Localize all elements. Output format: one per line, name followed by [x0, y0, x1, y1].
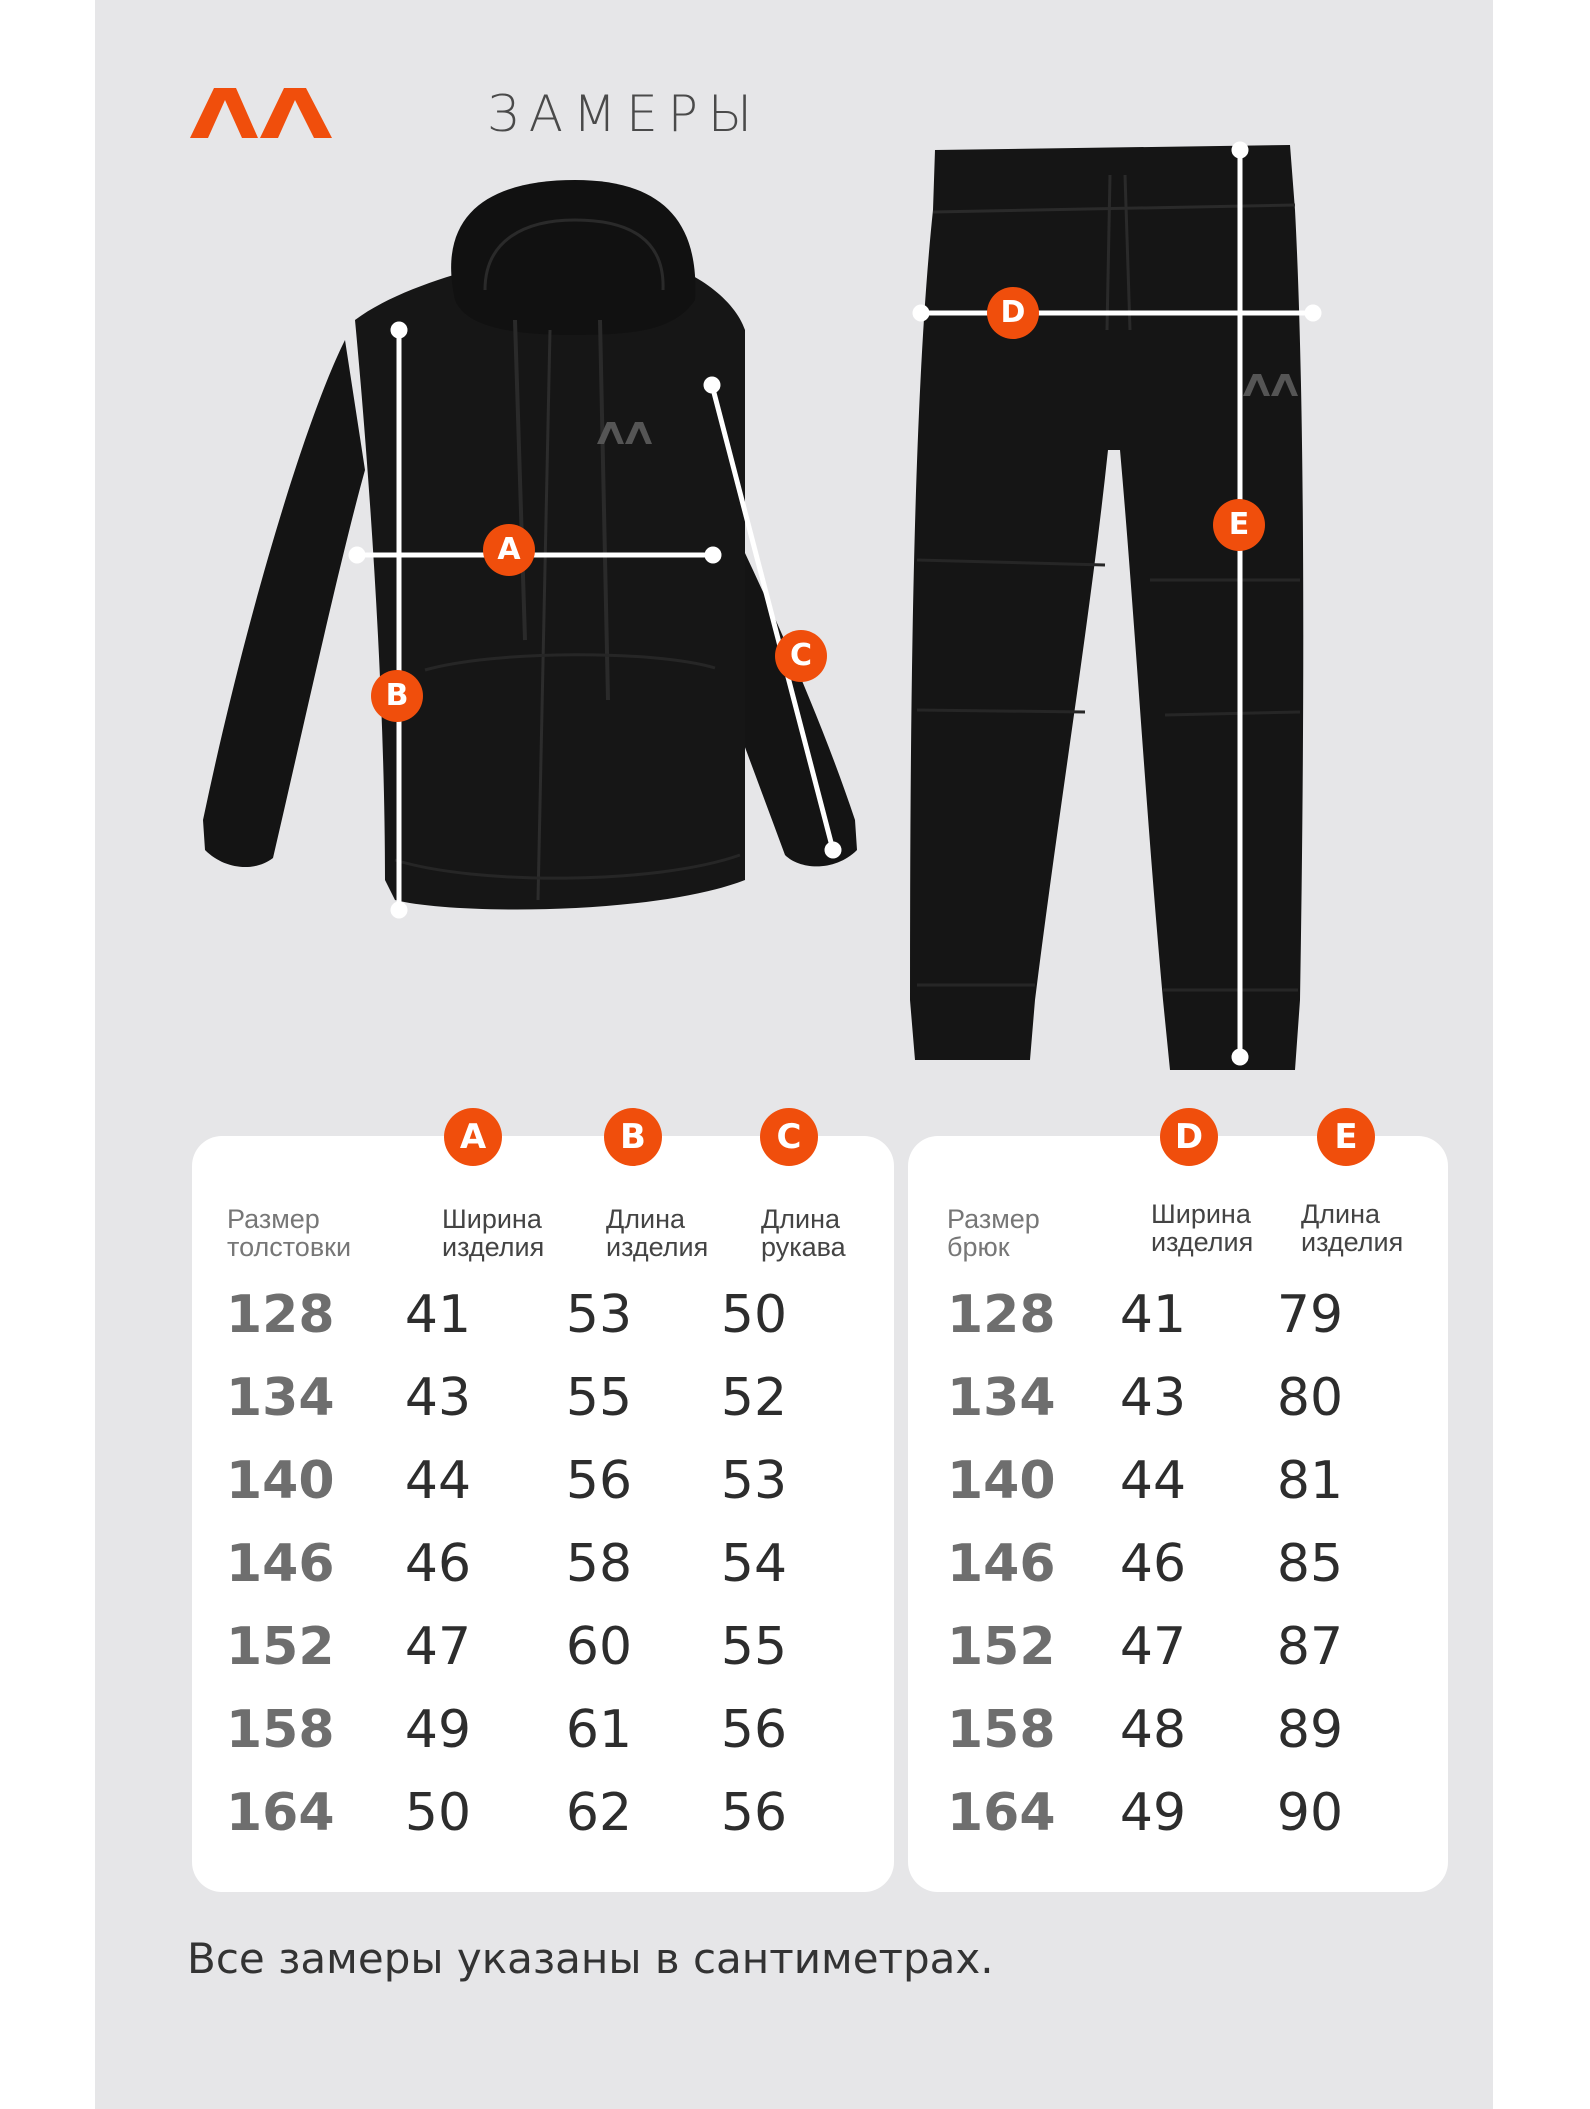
marker-e-header: E — [1317, 1108, 1375, 1166]
table-cell: 46 — [1119, 1534, 1187, 1594]
table-row-size: 134 — [947, 1368, 1056, 1428]
header-pants-width — [1151, 1200, 1301, 1256]
header-line: изделия — [1301, 1227, 1404, 1257]
table-row-size: 152 — [947, 1617, 1056, 1677]
table-cell: 81 — [1276, 1451, 1344, 1511]
page-title: ЗАМЕРЫ — [487, 85, 763, 143]
marker-d-header: D — [1160, 1108, 1218, 1166]
table-row-size: 146 — [947, 1534, 1056, 1594]
table-cell: 61 — [565, 1700, 633, 1760]
table-cell: 58 — [565, 1534, 633, 1594]
header-line: Размер — [227, 1204, 320, 1234]
table-cell: 54 — [720, 1534, 788, 1594]
table-cell: 49 — [404, 1700, 472, 1760]
table-row-size: 152 — [226, 1617, 335, 1677]
table-cell: 60 — [565, 1617, 633, 1677]
marker-b-diagram: B — [371, 670, 423, 722]
table-cell: 56 — [720, 1783, 788, 1843]
table-cell: 50 — [720, 1285, 788, 1345]
footnote: Все замеры указаны в сантиметрах. — [187, 1934, 994, 1983]
table-row-size: 158 — [947, 1700, 1056, 1760]
table-cell: 43 — [404, 1368, 472, 1428]
table-row-size: 128 — [226, 1285, 335, 1345]
table-cell: 48 — [1119, 1700, 1187, 1760]
table-row-size: 128 — [947, 1285, 1056, 1345]
table-cell: 41 — [404, 1285, 472, 1345]
header-line: Длина — [1301, 1199, 1381, 1229]
marker-e-diagram: E — [1213, 499, 1265, 551]
table-cell: 46 — [404, 1534, 472, 1594]
table-row-size: 158 — [226, 1700, 335, 1760]
table-cell: 89 — [1276, 1700, 1344, 1760]
marker-a-header: A — [444, 1108, 502, 1166]
table-cell: 90 — [1276, 1783, 1344, 1843]
header-line: брюк — [947, 1232, 1010, 1262]
table-cell: 43 — [1119, 1368, 1187, 1428]
header-line: изделия — [1151, 1227, 1254, 1257]
size-chart-page — [95, 0, 1493, 2109]
header-hoodie-size — [227, 1205, 377, 1261]
table-row-size: 140 — [947, 1451, 1056, 1511]
marker-a-diagram: A — [483, 524, 535, 576]
header-line: Ширина — [442, 1204, 542, 1234]
table-cell: 47 — [404, 1617, 472, 1677]
header-pants-size — [947, 1205, 1097, 1261]
table-row-size: 146 — [226, 1534, 335, 1594]
table-cell: 50 — [404, 1783, 472, 1843]
table-cell: 47 — [1119, 1617, 1187, 1677]
header-line: толстовки — [227, 1232, 352, 1262]
garment-measurement-diagram — [95, 0, 1493, 1100]
header-line: Ширина — [1151, 1199, 1251, 1229]
table-cell: 53 — [565, 1285, 633, 1345]
header-hoodie-sleeve — [761, 1205, 911, 1261]
table-cell: 79 — [1276, 1285, 1344, 1345]
table-cell: 80 — [1276, 1368, 1344, 1428]
table-cell: 56 — [565, 1451, 633, 1511]
table-cell: 41 — [1119, 1285, 1187, 1345]
table-cell: 56 — [720, 1700, 788, 1760]
table-cell: 55 — [720, 1617, 788, 1677]
header-line: Длина — [606, 1204, 686, 1234]
table-cell: 62 — [565, 1783, 633, 1843]
table-cell: 55 — [565, 1368, 633, 1428]
header-line: рукава — [761, 1232, 846, 1262]
header-line: Длина — [761, 1204, 841, 1234]
table-row-size: 140 — [226, 1451, 335, 1511]
table-cell: 85 — [1276, 1534, 1344, 1594]
marker-c-diagram: C — [775, 630, 827, 682]
header-line: изделия — [606, 1232, 709, 1262]
table-row-size: 134 — [226, 1368, 335, 1428]
table-row-size: 164 — [947, 1783, 1056, 1843]
header-hoodie-width — [442, 1205, 592, 1261]
table-cell: 87 — [1276, 1617, 1344, 1677]
table-cell: 49 — [1119, 1783, 1187, 1843]
header-line: изделия — [442, 1232, 545, 1262]
pants-image — [910, 145, 1303, 1070]
marker-c-header: C — [760, 1108, 818, 1166]
table-cell: 44 — [1119, 1451, 1187, 1511]
table-cell: 53 — [720, 1451, 788, 1511]
marker-b-header: B — [604, 1108, 662, 1166]
marker-d-diagram: D — [987, 287, 1039, 339]
header-pants-length — [1301, 1200, 1451, 1256]
table-cell: 44 — [404, 1451, 472, 1511]
table-cell: 52 — [720, 1368, 788, 1428]
header-hoodie-length — [606, 1205, 756, 1261]
table-row-size: 164 — [226, 1783, 335, 1843]
header-line: Размер — [947, 1204, 1040, 1234]
